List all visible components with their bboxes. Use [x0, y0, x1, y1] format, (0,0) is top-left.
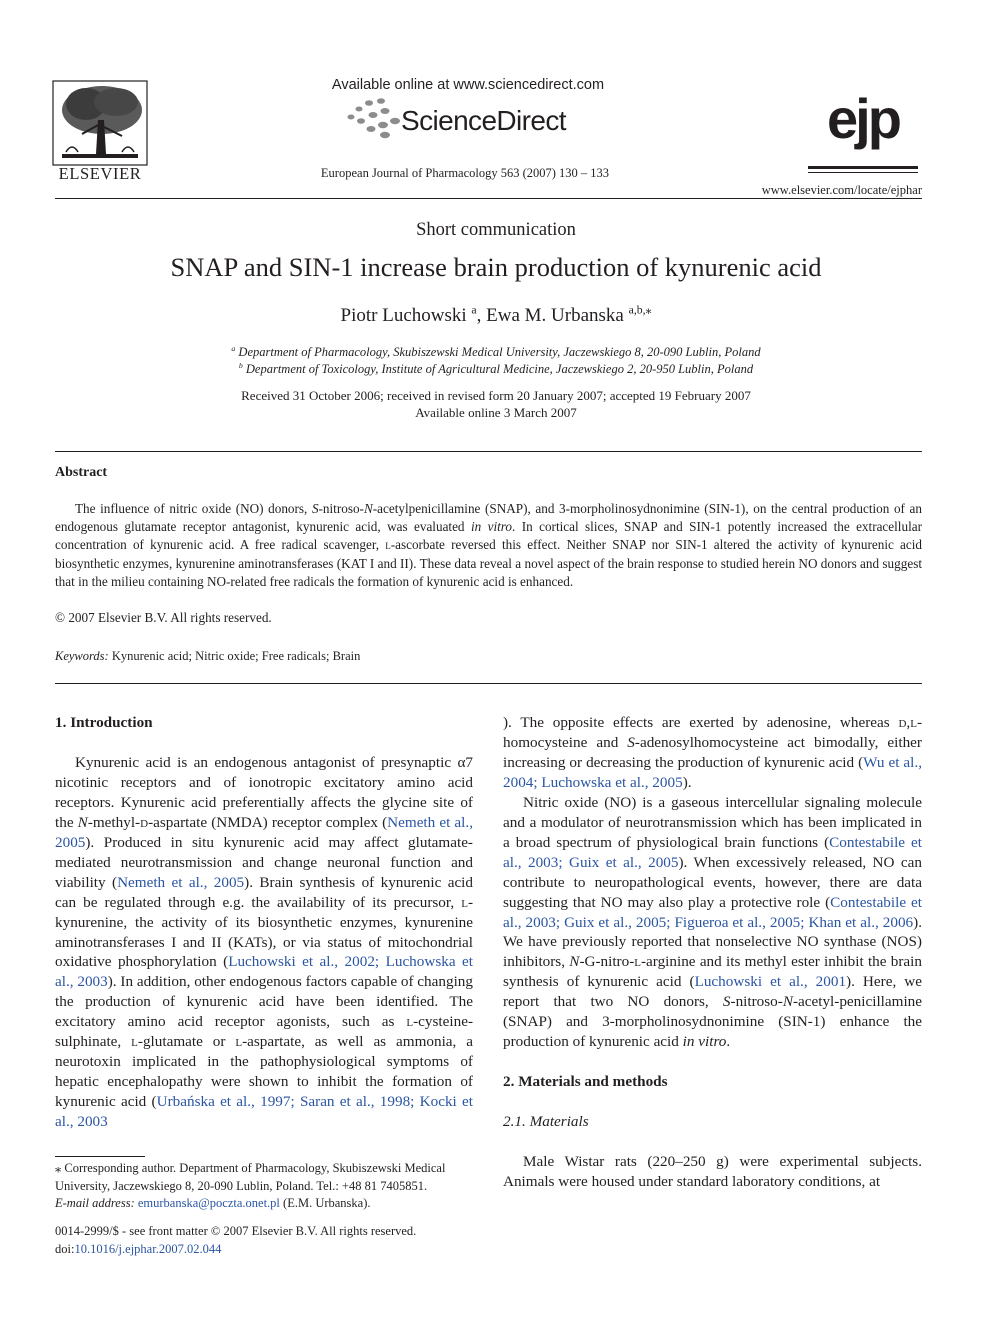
- available-online-line: Available online at www.sciencedirect.com: [331, 77, 605, 93]
- elsevier-tree-icon: [52, 80, 148, 166]
- body-text: Kynurenic acid is an endogenous antagonist of presynaptic α7 nicotinic receptors and of ionotropic excitatory amino acid receptors. Kynurenic acid preferentially affects the glycine site of the: [55, 753, 473, 831]
- abstract-body: [55, 500, 922, 591]
- ejp-wordmark: ejp: [827, 87, 899, 150]
- body-italic: N: [569, 953, 580, 971]
- citation-link[interactable]: Nemeth et al., 2005: [117, 873, 245, 891]
- abstract-text: The influence of nitric oxide (NO) donors,: [75, 501, 312, 516]
- body-text: -acetyl-penicillamine (SNAP) and 3-morpholinosydnonimine (SIN-1) enhance the production of kynurenic acid: [503, 993, 922, 1051]
- column-left: [55, 713, 473, 1132]
- intro-paragraph-2: [503, 793, 922, 1052]
- body-italic: in vitro: [682, 1033, 727, 1051]
- abstract-text: . In cortical slices, SNAP and SIN-1 potently increased the extracellular concentration of kynurenic acid. A free radical scavenger,: [55, 519, 922, 553]
- body-text: ). The opposite effects are exerted by adenosine, whereas: [503, 714, 899, 731]
- keywords: [55, 649, 360, 664]
- spacer: [503, 1132, 922, 1152]
- affiliation-label: b: [238, 360, 243, 370]
- spacer: [55, 733, 473, 753]
- body-text: ). Here, we report that two NO donors,: [503, 973, 922, 1011]
- body-text: ). Brain synthesis of kynurenic acid can be regulated through e.g. the availability of its precursor,: [55, 873, 473, 911]
- elsevier-logo: [52, 80, 148, 182]
- citation-link[interactable]: Luchowski et al., 2001: [694, 973, 847, 991]
- article-type: Short communication: [416, 220, 576, 240]
- author-affiliation-mark: a: [471, 303, 477, 317]
- abstract-smallcaps: l: [385, 537, 391, 553]
- article-title: SNAP and SIN-1 increase brain production of kynurenic acid: [170, 252, 822, 282]
- affiliation-text: Department of Toxicology, Institute of Agricultural Medicine, Jaczewskiego 2, 20-950 Lublin, Poland: [245, 362, 754, 376]
- body-text: ). When excessively released, NO can contribute to neuropathological events, however, there are data suggesting that NO may also play a protective role (: [503, 853, 922, 911]
- author-list: [0, 305, 992, 327]
- intro-paragraph-1: [55, 753, 473, 1132]
- author-name: Ewa M. Urbanska: [486, 305, 624, 326]
- doi-line: [55, 1241, 473, 1259]
- author-affiliation-mark: a,b,⁎: [628, 303, 652, 317]
- abstract-text: -acetylpenicillamine (SNAP), and 3-morpholinosydnonimine (SIN-1), on the central production of an endogenous glutamate receptor antagonist, kynurenic acid, was evaluated: [55, 501, 922, 535]
- doi-label: doi:: [55, 1241, 75, 1256]
- abstract-italic: S: [311, 501, 319, 516]
- author-name: Piotr Luchowski: [340, 305, 467, 326]
- methods-paragraph-1: Male Wistar rats (220–250 g) were experimental subjects. Animals were housed under standard laboratory conditions, at: [503, 1153, 922, 1191]
- body-italic: S: [627, 733, 635, 751]
- body-smallcaps: l: [131, 1033, 138, 1051]
- body-text: -aspartate, as well as ammonia, a neurotoxin implicated in the pathophysiological symptoms of hepatic encephalopathy were shown to inhibit the formation of kynurenic acid (: [55, 1033, 473, 1111]
- citation-link[interactable]: Wu et al., 2004; Luchowska et al., 2005: [503, 753, 922, 791]
- ejp-rule: [808, 172, 918, 173]
- body-text: ). We have previously reported that nonselective NO synthase (NOS) inhibitors,: [503, 913, 922, 971]
- ejp-rule: [808, 166, 918, 169]
- header-divider: [55, 198, 922, 199]
- footnote-text: Corresponding author. Department of Pharmacology, Skubiszewski Medical University, Jaczewskiego 8, 20-090 Lublin, Poland. Tel.: +48 81 7405851.: [55, 1161, 446, 1193]
- body-text: -cysteine-sulphinate,: [55, 1013, 473, 1051]
- corresponding-author-footnote: [55, 1160, 473, 1213]
- affiliation-label: a: [231, 343, 236, 353]
- affiliation-text: Department of Pharmacology, Skubiszewski Medical University, Jaczewskiego 8, 20-090 Lublin, Poland: [238, 345, 761, 359]
- intro-paragraph-1-continued: [503, 713, 922, 793]
- affiliation-a: [0, 345, 992, 360]
- body-text: -glutamate or: [137, 1033, 236, 1051]
- spacer: [503, 1052, 922, 1072]
- body-smallcaps: l: [406, 1013, 414, 1031]
- body-smallcaps: l: [910, 714, 917, 731]
- affiliation-b: [0, 362, 992, 377]
- body-text: -nitroso-: [730, 993, 783, 1011]
- footnote-marker: ⁎: [55, 1161, 62, 1175]
- online-date: Available online 3 March 2007: [415, 405, 577, 420]
- sciencedirect-logo: [345, 97, 595, 143]
- body-italic: N: [782, 993, 793, 1011]
- citation-link[interactable]: Urbańska et al., 1997; Saran et al., 1998; Kocki et al., 2003: [55, 1093, 473, 1131]
- issn-line: 0014-2999/$ - see front matter © 2007 Elsevier B.V. All rights reserved.: [55, 1224, 417, 1238]
- journal-reference: European Journal of Pharmacology 563 (2007) 130 – 133: [320, 166, 610, 180]
- body-text: -homocysteine and: [503, 714, 922, 751]
- journal-url[interactable]: www.elsevier.com/locate/ejphar: [761, 183, 922, 197]
- body-text: -arginine and its methyl ester inhibit the brain synthesis of kynurenic acid (: [503, 953, 922, 991]
- doi-link[interactable]: 10.1016/j.ejphar.2007.02.044: [74, 1241, 222, 1256]
- spacer: [503, 1092, 922, 1112]
- body-italic: N: [77, 813, 88, 831]
- section-heading-methods: 2. Materials and methods: [503, 1073, 668, 1091]
- citation-link[interactable]: Nemeth et al., 2005: [55, 813, 473, 851]
- citation-link[interactable]: Contestabile et al., 2003; Guix et al., 2005; Figueroa et al., 2005; Khan et al., 2006: [503, 893, 922, 931]
- abstract-copyright: © 2007 Elsevier B.V. All rights reserved.: [55, 610, 272, 625]
- body-italic: S: [722, 993, 731, 1011]
- abstract-heading: Abstract: [55, 465, 108, 480]
- email-owner: (E.M. Urbanska).: [283, 1196, 371, 1210]
- body-text: ,: [906, 714, 911, 731]
- keywords-list: Kynurenic acid; Nitric oxide; Free radicals; Brain: [111, 649, 361, 663]
- subsection-heading-materials: 2.1. Materials: [503, 1113, 589, 1131]
- abstract-italic: in vitro: [470, 519, 513, 535]
- citation-link[interactable]: Luchowski et al., 2002; Luchowska et al., 2003: [55, 953, 473, 991]
- body-text: -kynurenine, the activity of its biosynthetic enzymes, kynurenine aminotransferases I and II (KATs), or via status of mitochondrial oxidative phosphorylation (: [55, 893, 473, 971]
- body-smallcaps: l: [235, 1033, 243, 1051]
- body-text: .: [726, 1033, 731, 1051]
- author-separator: ,: [476, 305, 482, 326]
- keywords-label: Keywords:: [55, 649, 109, 663]
- body-text: ). Produced in situ kynurenic acid may affect glutamate-mediated neurotransmission and change neuronal function and viability (: [55, 833, 473, 891]
- body-text: ). In addition, other endogenous factors capable of changing the production of kynurenic acid have been identified. The excitatory amino acid receptor agonists, such as: [55, 973, 473, 1031]
- ejp-journal-logo: [808, 86, 918, 182]
- abstract-italic: N: [363, 501, 373, 516]
- front-matter: [55, 1223, 473, 1258]
- abstract-divider-bottom: [55, 683, 922, 684]
- body-text: -G-nitro-: [579, 953, 635, 971]
- body-text: Nitric oxide (NO) is a gaseous intercellular signaling molecule and a modulator of neurotransmission which has been implicated in a broad spectrum of physiological brain functions (: [503, 793, 922, 851]
- elsevier-wordmark: ELSEVIER: [58, 164, 142, 183]
- body-smallcaps: l: [461, 893, 468, 911]
- citation-link[interactable]: Contestabile et al., 2003; Guix et al., 2005: [503, 833, 922, 871]
- sciencedirect-wordmark: ScienceDirect: [401, 105, 566, 136]
- footnote-rule: [55, 1156, 145, 1157]
- abstract-divider-top: [55, 451, 922, 452]
- email-label: E-mail address:: [55, 1196, 135, 1210]
- section-heading-introduction: 1. Introduction: [55, 714, 153, 731]
- sciencedirect-dots-icon: [345, 97, 403, 141]
- body-smallcaps: d: [898, 714, 907, 731]
- received-dates: Received 31 October 2006; received in revised form 20 January 2007; accepted 19 February 2007: [241, 388, 751, 403]
- body-text: -methyl-: [87, 813, 141, 831]
- body-smallcaps: l: [634, 953, 641, 971]
- body-text: -aspartate (NMDA) receptor complex (: [148, 813, 388, 831]
- column-right: [503, 713, 922, 1192]
- abstract-text: -ascorbate reversed this effect. Neither SNAP nor SIN-1 altered the activity of kynurenic acid biosynthetic enzymes, kynurenine aminotransferases (KAT I and II). These data reveal a novel aspect of the brain response to studied herein NO donors and suggest that in the milieu containing NO-related free radicals the formation of kynurenic acid is enhanced.: [55, 537, 922, 589]
- body-smallcaps: d: [140, 813, 149, 831]
- email-link[interactable]: emurbanska@poczta.onet.pl: [137, 1196, 280, 1210]
- abstract-text: -nitroso-: [318, 501, 364, 516]
- body-text: ).: [682, 773, 692, 791]
- body-text: -adenosylhomocysteine act bimodally, either increasing or decreasing the production of kynurenic acid (: [503, 733, 922, 771]
